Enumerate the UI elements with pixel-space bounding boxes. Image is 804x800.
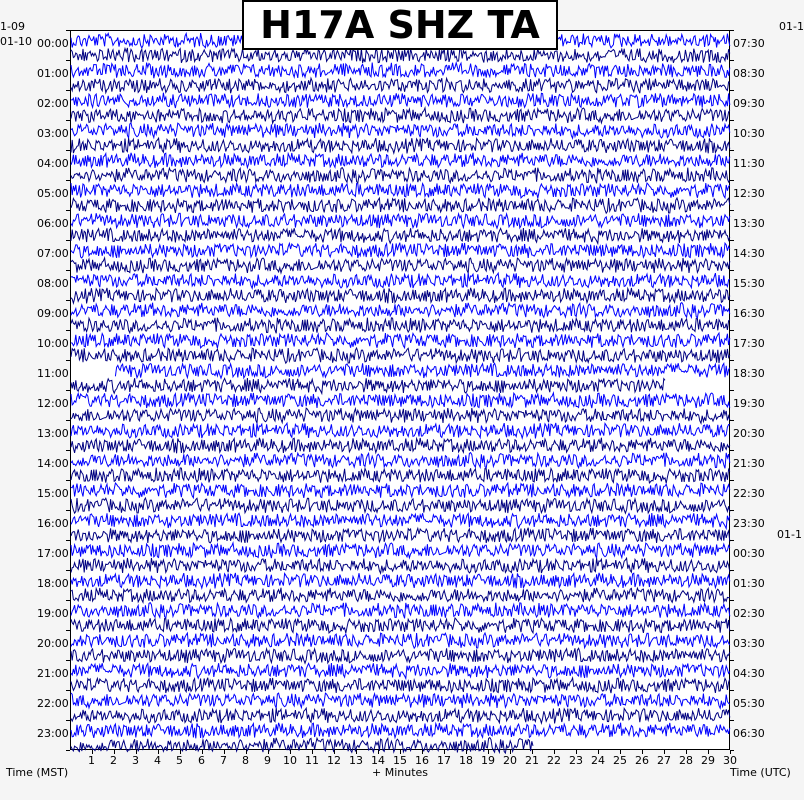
y-tick-mark-L-1 <box>66 60 70 61</box>
y-tick-mark-R-1 <box>730 60 734 61</box>
y-tick-mark-R-10 <box>730 330 734 331</box>
y-tick-mark-R-15 <box>730 480 734 481</box>
y-tick-mark-R-19 <box>730 600 734 601</box>
trace-row-3 <box>71 78 730 93</box>
y-tick-mark-L-9 <box>66 300 70 301</box>
y-tick-mark-L-23 <box>66 720 70 721</box>
x-tick-mark-25 <box>620 750 621 754</box>
x-tick-mark-9 <box>268 750 269 754</box>
trace-row-33 <box>71 528 730 543</box>
y-tick-mark-L-12 <box>66 390 70 391</box>
y-tick-left-4: 04:00 <box>37 157 69 170</box>
y-tick-mark-R-22 <box>730 690 734 691</box>
x-tick-2: 2 <box>110 754 117 767</box>
trace-row-29 <box>71 468 730 483</box>
x-tick-mark-10 <box>290 750 291 754</box>
y-tick-left-0: 00:00 <box>37 37 69 50</box>
right-axis-label: Time (UTC) <box>730 766 791 779</box>
x-tick-28: 28 <box>679 754 693 767</box>
x-tick-mark-18 <box>466 750 467 754</box>
y-tick-left-17: 17:00 <box>37 547 69 560</box>
y-tick-mark-R-23 <box>730 720 734 721</box>
y-tick-left-10: 10:00 <box>37 337 69 350</box>
trace-row-35 <box>71 558 730 573</box>
trace-row-4 <box>71 93 730 108</box>
y-tick-left-13: 13:00 <box>37 427 69 440</box>
left-axis-label: Time (MST) <box>6 766 69 779</box>
x-tick-6: 6 <box>198 754 205 767</box>
trace-row-23 <box>71 378 665 393</box>
x-tick-18: 18 <box>459 754 473 767</box>
y-tick-right-20: 03:30 <box>733 637 765 650</box>
trace-row-6 <box>71 123 730 138</box>
trace-row-44 <box>71 693 730 708</box>
seismogram-plot-area <box>70 30 730 750</box>
y-tick-mark-L-19 <box>66 600 70 601</box>
y-tick-mark-L-4 <box>66 150 70 151</box>
y-tick-mark-R-6 <box>730 210 734 211</box>
trace-row-39 <box>71 618 730 633</box>
x-tick-11: 11 <box>305 754 319 767</box>
x-tick-mark-21 <box>532 750 533 754</box>
y-tick-right-22: 05:30 <box>733 697 765 710</box>
y-tick-mark-L-3 <box>66 120 70 121</box>
trace-row-16 <box>71 273 730 288</box>
trace-row-27 <box>71 438 730 454</box>
x-tick-19: 19 <box>481 754 495 767</box>
x-tick-mark-6 <box>202 750 203 754</box>
x-tick-16: 16 <box>415 754 429 767</box>
x-tick-mark-12 <box>334 750 335 754</box>
left-date-label: 01-10 <box>0 35 32 48</box>
y-tick-right-15: 22:30 <box>733 487 765 500</box>
x-tick-29: 29 <box>701 754 715 767</box>
trace-row-8 <box>71 153 730 168</box>
x-tick-21: 21 <box>525 754 539 767</box>
x-tick-25: 25 <box>613 754 627 767</box>
x-tick-13: 13 <box>349 754 363 767</box>
y-tick-right-21: 04:30 <box>733 667 765 680</box>
seismogram-traces <box>71 31 731 751</box>
x-tick-mark-29 <box>708 750 709 754</box>
trace-row-46 <box>71 723 730 739</box>
y-tick-mark-L-22 <box>66 690 70 691</box>
trace-row-18 <box>71 303 730 318</box>
x-tick-3: 3 <box>132 754 139 767</box>
x-tick-8: 8 <box>242 754 249 767</box>
y-tick-left-15: 15:00 <box>37 487 69 500</box>
x-tick-20: 20 <box>503 754 517 767</box>
y-tick-mark-L-24 <box>66 750 70 751</box>
trace-row-37 <box>71 588 730 603</box>
y-tick-mark-R-13 <box>730 420 734 421</box>
y-tick-right-17: 00:30 <box>733 547 765 560</box>
trace-row-5 <box>71 108 730 123</box>
y-tick-left-2: 02:00 <box>37 97 69 110</box>
trace-row-15 <box>71 258 730 273</box>
x-tick-mark-23 <box>576 750 577 754</box>
y-tick-left-23: 23:00 <box>37 727 69 740</box>
x-tick-5: 5 <box>176 754 183 767</box>
trace-row-20 <box>71 333 730 348</box>
x-tick-mark-7 <box>224 750 225 754</box>
y-tick-right-1: 08:30 <box>733 67 765 80</box>
y-tick-mark-R-18 <box>730 570 734 571</box>
trace-row-11 <box>71 198 730 213</box>
trace-row-45 <box>71 708 730 724</box>
y-tick-mark-R-9 <box>730 300 734 301</box>
y-tick-mark-L-17 <box>66 540 70 541</box>
trace-row-41 <box>71 648 730 663</box>
y-tick-right-12: 19:30 <box>733 397 765 410</box>
y-tick-mark-R-17 <box>730 540 734 541</box>
y-tick-mark-R-16 <box>730 510 734 511</box>
trace-row-24 <box>71 393 730 408</box>
y-tick-right-14: 21:30 <box>733 457 765 470</box>
y-tick-mark-R-8 <box>730 270 734 271</box>
trace-row-32 <box>71 513 730 528</box>
x-tick-15: 15 <box>393 754 407 767</box>
y-tick-left-22: 22:00 <box>37 697 69 710</box>
trace-row-21 <box>71 348 730 363</box>
x-tick-23: 23 <box>569 754 583 767</box>
y-tick-mark-L-18 <box>66 570 70 571</box>
x-tick-mark-13 <box>356 750 357 754</box>
chart-title: H17A SHZ TA <box>242 0 558 50</box>
y-tick-left-20: 20:00 <box>37 637 69 650</box>
y-tick-mark-L-20 <box>66 630 70 631</box>
x-tick-mark-14 <box>378 750 379 754</box>
y-tick-mark-R-5 <box>730 180 734 181</box>
trace-row-13 <box>71 228 730 243</box>
x-tick-mark-28 <box>686 750 687 754</box>
x-tick-12: 12 <box>327 754 341 767</box>
x-tick-22: 22 <box>547 754 561 767</box>
y-tick-right-0: 07:30 <box>733 37 765 50</box>
x-tick-mark-4 <box>158 750 159 754</box>
x-tick-24: 24 <box>591 754 605 767</box>
x-tick-mark-5 <box>180 750 181 754</box>
trace-row-30 <box>71 483 730 498</box>
x-tick-mark-16 <box>422 750 423 754</box>
y-tick-mark-L-8 <box>66 270 70 271</box>
trace-row-47 <box>71 738 533 753</box>
y-tick-left-1: 01:00 <box>37 67 69 80</box>
x-tick-mark-27 <box>664 750 665 754</box>
y-tick-left-9: 09:00 <box>37 307 69 320</box>
right-date-label-mid: 01-1 <box>777 528 802 541</box>
x-tick-mark-17 <box>444 750 445 754</box>
y-tick-mark-R-3 <box>730 120 734 121</box>
y-tick-mark-R-21 <box>730 660 734 661</box>
y-tick-left-7: 07:00 <box>37 247 69 260</box>
y-tick-mark-R-11 <box>730 360 734 361</box>
trace-row-36 <box>71 573 730 589</box>
y-tick-mark-R-12 <box>730 390 734 391</box>
y-tick-mark-L-15 <box>66 480 70 481</box>
trace-row-31 <box>71 498 730 513</box>
x-tick-mark-30 <box>730 750 731 754</box>
y-tick-left-3: 03:00 <box>37 127 69 140</box>
y-tick-mark-L-10 <box>66 330 70 331</box>
x-tick-mark-8 <box>246 750 247 754</box>
x-axis-label: + Minutes <box>372 766 429 779</box>
x-tick-mark-22 <box>554 750 555 754</box>
y-tick-right-7: 14:30 <box>733 247 765 260</box>
y-tick-right-13: 20:30 <box>733 427 765 440</box>
x-tick-mark-11 <box>312 750 313 754</box>
trace-row-14 <box>71 243 730 258</box>
x-tick-mark-15 <box>400 750 401 754</box>
y-tick-right-19: 02:30 <box>733 607 765 620</box>
trace-row-2 <box>71 63 730 79</box>
y-tick-right-23: 06:30 <box>733 727 765 740</box>
trace-row-25 <box>71 408 730 423</box>
y-tick-left-14: 14:00 <box>37 457 69 470</box>
x-tick-7: 7 <box>220 754 227 767</box>
x-tick-9: 9 <box>264 754 271 767</box>
trace-row-17 <box>71 288 730 304</box>
x-tick-mark-3 <box>136 750 137 754</box>
x-tick-mark-26 <box>642 750 643 754</box>
trace-row-9 <box>71 168 730 184</box>
x-tick-1: 1 <box>88 754 95 767</box>
x-tick-26: 26 <box>635 754 649 767</box>
y-tick-mark-L-0 <box>66 30 70 31</box>
y-tick-right-16: 23:30 <box>733 517 765 530</box>
y-tick-right-18: 01:30 <box>733 577 765 590</box>
y-tick-mark-R-2 <box>730 90 734 91</box>
y-tick-right-4: 11:30 <box>733 157 765 170</box>
y-tick-left-11: 11:00 <box>37 367 69 380</box>
y-tick-mark-L-13 <box>66 420 70 421</box>
trace-row-42 <box>71 663 730 678</box>
y-tick-right-2: 09:30 <box>733 97 765 110</box>
trace-row-19 <box>71 318 730 334</box>
trace-row-38 <box>71 603 730 619</box>
x-tick-mark-1 <box>92 750 93 754</box>
y-tick-mark-L-6 <box>66 210 70 211</box>
y-tick-mark-R-20 <box>730 630 734 631</box>
x-tick-30: 30 <box>723 754 737 767</box>
y-tick-right-5: 12:30 <box>733 187 765 200</box>
trace-row-26 <box>71 423 730 439</box>
x-tick-4: 4 <box>154 754 161 767</box>
y-tick-left-6: 06:00 <box>37 217 69 230</box>
trace-row-10 <box>71 183 730 198</box>
y-tick-right-8: 15:30 <box>733 277 765 290</box>
y-tick-mark-L-14 <box>66 450 70 451</box>
left-date-label-prev: 1-09 <box>0 20 25 33</box>
y-tick-mark-L-16 <box>66 510 70 511</box>
y-tick-right-3: 10:30 <box>733 127 765 140</box>
x-tick-17: 17 <box>437 754 451 767</box>
trace-row-43 <box>71 678 730 693</box>
y-tick-mark-L-2 <box>66 90 70 91</box>
x-tick-10: 10 <box>283 754 297 767</box>
y-tick-left-8: 08:00 <box>37 277 69 290</box>
y-tick-left-18: 18:00 <box>37 577 69 590</box>
x-tick-mark-24 <box>598 750 599 754</box>
y-tick-mark-R-7 <box>730 240 734 241</box>
y-tick-left-19: 19:00 <box>37 607 69 620</box>
y-tick-mark-L-7 <box>66 240 70 241</box>
trace-row-40 <box>71 633 730 648</box>
x-tick-27: 27 <box>657 754 671 767</box>
trace-row-22 <box>115 363 729 378</box>
x-tick-mark-20 <box>510 750 511 754</box>
trace-row-12 <box>71 213 730 228</box>
trace-row-28 <box>71 453 730 469</box>
trace-row-7 <box>71 138 730 154</box>
y-tick-right-10: 17:30 <box>733 337 765 350</box>
y-tick-right-11: 18:30 <box>733 367 765 380</box>
trace-row-34 <box>71 543 730 558</box>
right-date-label-top: 01-1 <box>779 20 804 33</box>
y-tick-left-21: 21:00 <box>37 667 69 680</box>
y-tick-mark-R-4 <box>730 150 734 151</box>
y-tick-left-12: 12:00 <box>37 397 69 410</box>
x-tick-mark-19 <box>488 750 489 754</box>
x-tick-mark-2 <box>114 750 115 754</box>
y-tick-mark-L-11 <box>66 360 70 361</box>
y-tick-mark-L-21 <box>66 660 70 661</box>
y-tick-mark-L-5 <box>66 180 70 181</box>
y-tick-mark-R-14 <box>730 450 734 451</box>
x-tick-14: 14 <box>371 754 385 767</box>
y-tick-left-5: 05:00 <box>37 187 69 200</box>
y-tick-right-9: 16:30 <box>733 307 765 320</box>
y-tick-mark-R-0 <box>730 30 734 31</box>
y-tick-right-6: 13:30 <box>733 217 765 230</box>
y-tick-left-16: 16:00 <box>37 517 69 530</box>
